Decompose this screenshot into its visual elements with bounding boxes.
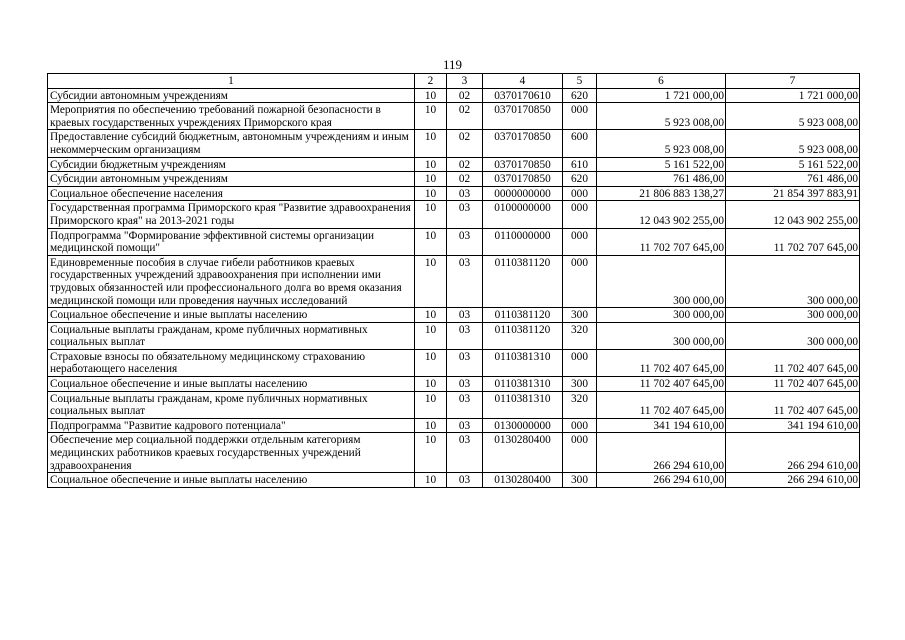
amount-year1-cell: 11 702 407 645,00 (597, 391, 726, 418)
amount-year1-cell: 761 486,00 (597, 172, 726, 187)
amount-year1-cell: 300 000,00 (597, 308, 726, 323)
expense-type-cell: 000 (563, 255, 597, 307)
target-article-cell: 0370170850 (483, 157, 563, 172)
expense-type-cell: 610 (563, 157, 597, 172)
table-row (48, 172, 860, 187)
budget-table (47, 73, 860, 488)
item-name-cell: Социальное обеспечение и иные выплаты населению (48, 473, 415, 488)
amount-year1-cell: 300 000,00 (597, 255, 726, 307)
target-article-cell: 0110381310 (483, 391, 563, 418)
table-row (48, 255, 860, 307)
section-code-cell: 10 (415, 308, 447, 323)
expense-type-cell: 320 (563, 322, 597, 349)
expense-type-cell: 000 (563, 349, 597, 376)
subsection-code-cell: 03 (447, 201, 483, 228)
subsection-code-cell: 03 (447, 322, 483, 349)
table-row (48, 157, 860, 172)
section-code-cell: 10 (415, 228, 447, 255)
amount-year1-cell: 341 194 610,00 (597, 418, 726, 433)
target-article-cell: 0130000000 (483, 418, 563, 433)
amount-year2-cell: 11 702 407 645,00 (726, 377, 860, 392)
amount-year1-cell: 5 923 008,00 (597, 130, 726, 157)
page-number: 119 (442, 57, 463, 72)
amount-year2-cell: 341 194 610,00 (726, 418, 860, 433)
subsection-code-cell: 03 (447, 391, 483, 418)
expense-type-cell: 620 (563, 172, 597, 187)
subsection-code-cell: 02 (447, 103, 483, 130)
target-article-cell: 0000000000 (483, 186, 563, 201)
column-header: 3 (447, 74, 483, 89)
target-article-cell: 0370170850 (483, 103, 563, 130)
table-row (48, 433, 860, 473)
section-code-cell: 10 (415, 473, 447, 488)
expense-type-cell: 000 (563, 201, 597, 228)
expense-type-cell: 300 (563, 308, 597, 323)
amount-year2-cell: 300 000,00 (726, 255, 860, 307)
amount-year2-cell: 5 923 008,00 (726, 103, 860, 130)
section-code-cell: 10 (415, 391, 447, 418)
amount-year2-cell: 1 721 000,00 (726, 88, 860, 103)
subsection-code-cell: 03 (447, 255, 483, 307)
target-article-cell: 0370170850 (483, 130, 563, 157)
column-header: 5 (563, 74, 597, 89)
amount-year2-cell: 5 923 008,00 (726, 130, 860, 157)
section-code-cell: 10 (415, 377, 447, 392)
table-body (48, 88, 860, 487)
target-article-cell: 0370170850 (483, 172, 563, 187)
item-name-cell: Социальное обеспечение населения (48, 186, 415, 201)
section-code-cell: 10 (415, 103, 447, 130)
table-row (48, 186, 860, 201)
amount-year1-cell: 5 923 008,00 (597, 103, 726, 130)
amount-year2-cell: 11 702 407 645,00 (726, 391, 860, 418)
amount-year2-cell: 11 702 407 645,00 (726, 349, 860, 376)
expense-type-cell: 000 (563, 418, 597, 433)
amount-year2-cell: 11 702 707 645,00 (726, 228, 860, 255)
column-header: 2 (415, 74, 447, 89)
column-header: 1 (48, 74, 415, 89)
item-name-cell: Социальные выплаты гражданам, кроме публичных нормативных социальных выплат (48, 391, 415, 418)
amount-year1-cell: 11 702 407 645,00 (597, 349, 726, 376)
item-name-cell: Мероприятия по обеспечению требований пожарной безопасности в краевых государственных учреждениях Приморского края (48, 103, 415, 130)
subsection-code-cell: 03 (447, 433, 483, 473)
table-row (48, 130, 860, 157)
subsection-code-cell: 02 (447, 130, 483, 157)
expense-type-cell: 300 (563, 473, 597, 488)
section-code-cell: 10 (415, 186, 447, 201)
subsection-code-cell: 02 (447, 88, 483, 103)
item-name-cell: Подпрограмма "Формирование эффективной системы организации медицинской помощи" (48, 228, 415, 255)
item-name-cell: Субсидии бюджетным учреждениям (48, 157, 415, 172)
item-name-cell: Субсидии автономным учреждениям (48, 88, 415, 103)
amount-year2-cell: 12 043 902 255,00 (726, 201, 860, 228)
amount-year2-cell: 266 294 610,00 (726, 473, 860, 488)
amount-year2-cell: 21 854 397 883,91 (726, 186, 860, 201)
section-code-cell: 10 (415, 418, 447, 433)
section-code-cell: 10 (415, 349, 447, 376)
section-code-cell: 10 (415, 255, 447, 307)
amount-year2-cell: 266 294 610,00 (726, 433, 860, 473)
subsection-code-cell: 02 (447, 157, 483, 172)
target-article-cell: 0100000000 (483, 201, 563, 228)
table-row (48, 473, 860, 488)
subsection-code-cell: 03 (447, 473, 483, 488)
amount-year1-cell: 12 043 902 255,00 (597, 201, 726, 228)
expense-type-cell: 000 (563, 228, 597, 255)
expense-type-cell: 000 (563, 433, 597, 473)
subsection-code-cell: 03 (447, 349, 483, 376)
table-row (48, 88, 860, 103)
column-header: 6 (597, 74, 726, 89)
section-code-cell: 10 (415, 88, 447, 103)
expense-type-cell: 000 (563, 186, 597, 201)
subsection-code-cell: 03 (447, 418, 483, 433)
item-name-cell: Государственная программа Приморского края "Развитие здравоохранения Приморского края" на 2013-2021 годы (48, 201, 415, 228)
expense-type-cell: 620 (563, 88, 597, 103)
section-code-cell: 10 (415, 201, 447, 228)
column-header: 7 (726, 74, 860, 89)
target-article-cell: 0110381120 (483, 322, 563, 349)
subsection-code-cell: 03 (447, 377, 483, 392)
table-row (48, 418, 860, 433)
item-name-cell: Обеспечение мер социальной поддержки отдельным категориям медицинских работников краевых государственных учреждений здравоохранения (48, 433, 415, 473)
amount-year2-cell: 761 486,00 (726, 172, 860, 187)
subsection-code-cell: 03 (447, 228, 483, 255)
table-row (48, 349, 860, 376)
column-header: 4 (483, 74, 563, 89)
target-article-cell: 0110381120 (483, 308, 563, 323)
item-name-cell: Социальные выплаты гражданам, кроме публичных нормативных социальных выплат (48, 322, 415, 349)
expense-type-cell: 320 (563, 391, 597, 418)
item-name-cell: Единовременные пособия в случае гибели работников краевых государственных учреждений здравоохранения при исполнении ими трудовых обязанностей или профессионального долга во время оказания медицинской помощи или проведения научных исследований (48, 255, 415, 307)
amount-year1-cell: 266 294 610,00 (597, 473, 726, 488)
target-article-cell: 0110381310 (483, 349, 563, 376)
amount-year1-cell: 11 702 707 645,00 (597, 228, 726, 255)
expense-type-cell: 000 (563, 103, 597, 130)
amount-year2-cell: 5 161 522,00 (726, 157, 860, 172)
section-code-cell: 10 (415, 172, 447, 187)
table-row (48, 201, 860, 228)
item-name-cell: Социальное обеспечение и иные выплаты населению (48, 377, 415, 392)
table-row (48, 228, 860, 255)
table-row (48, 103, 860, 130)
target-article-cell: 0110000000 (483, 228, 563, 255)
target-article-cell: 0370170610 (483, 88, 563, 103)
section-code-cell: 10 (415, 433, 447, 473)
table-row (48, 308, 860, 323)
expense-type-cell: 300 (563, 377, 597, 392)
item-name-cell: Страховые взносы по обязательному медицинскому страхованию неработающего населения (48, 349, 415, 376)
item-name-cell: Подпрограмма "Развитие кадрового потенциала" (48, 418, 415, 433)
amount-year2-cell: 300 000,00 (726, 308, 860, 323)
header-row (48, 74, 860, 89)
amount-year1-cell: 266 294 610,00 (597, 433, 726, 473)
amount-year1-cell: 300 000,00 (597, 322, 726, 349)
target-article-cell: 0130280400 (483, 433, 563, 473)
target-article-cell: 0130280400 (483, 473, 563, 488)
section-code-cell: 10 (415, 157, 447, 172)
table-row (48, 322, 860, 349)
table-row (48, 377, 860, 392)
section-code-cell: 10 (415, 322, 447, 349)
subsection-code-cell: 03 (447, 186, 483, 201)
item-name-cell: Социальное обеспечение и иные выплаты населению (48, 308, 415, 323)
item-name-cell: Субсидии автономным учреждениям (48, 172, 415, 187)
amount-year2-cell: 300 000,00 (726, 322, 860, 349)
target-article-cell: 0110381310 (483, 377, 563, 392)
target-article-cell: 0110381120 (483, 255, 563, 307)
amount-year1-cell: 11 702 407 645,00 (597, 377, 726, 392)
subsection-code-cell: 03 (447, 308, 483, 323)
section-code-cell: 10 (415, 130, 447, 157)
item-name-cell: Предоставление субсидий бюджетным, автономным учреждениям и иным некоммерческим организациям (48, 130, 415, 157)
amount-year1-cell: 5 161 522,00 (597, 157, 726, 172)
amount-year1-cell: 1 721 000,00 (597, 88, 726, 103)
amount-year1-cell: 21 806 883 138,27 (597, 186, 726, 201)
expense-type-cell: 600 (563, 130, 597, 157)
table-row (48, 391, 860, 418)
subsection-code-cell: 02 (447, 172, 483, 187)
